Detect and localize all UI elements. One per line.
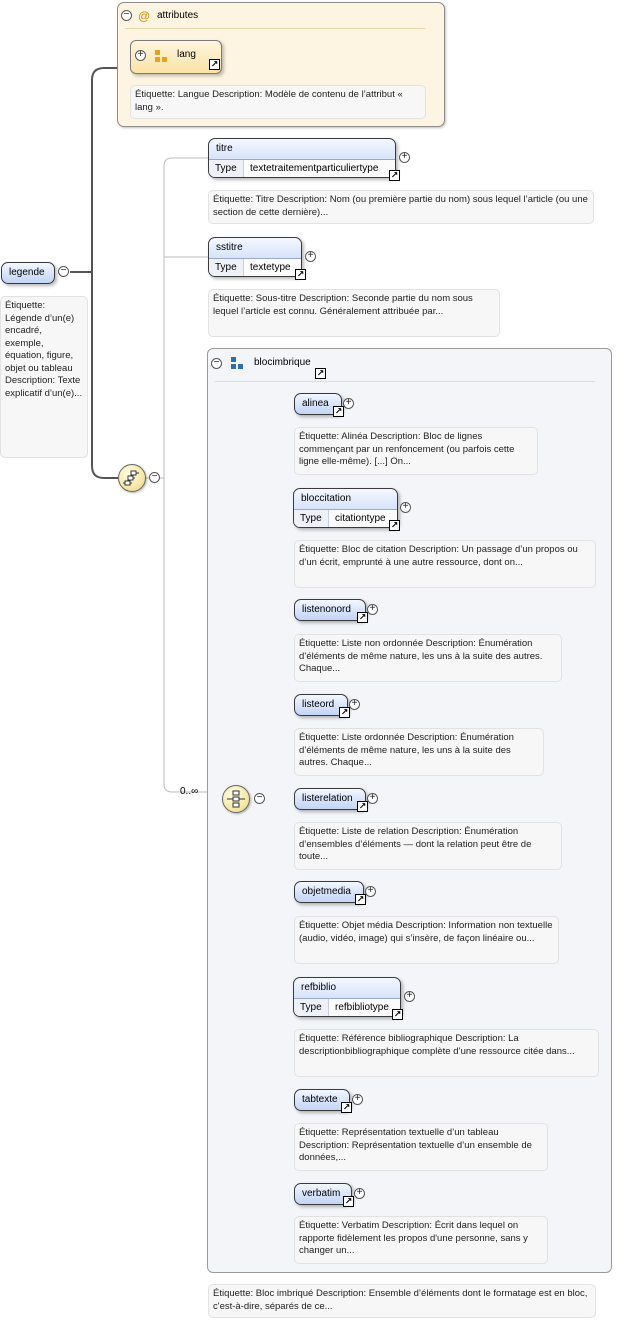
element-listenonord-name: listenonord bbox=[302, 604, 351, 615]
legende-annotation: Étiquette: Légende d’un(e) encadré, exemple, équation, figure, objet ou tableau Description: Texte explicatif d’un(e)... bbox=[0, 296, 88, 458]
attribute-lang-ref-icon[interactable]: ↗ bbox=[210, 59, 219, 69]
element-titre-name: titre bbox=[216, 143, 233, 154]
titre-expand-icon[interactable]: + bbox=[399, 152, 410, 163]
element-verbatim[interactable] bbox=[294, 1183, 352, 1205]
sstitre-type-row bbox=[209, 258, 301, 276]
refbiblio-expand-icon[interactable]: + bbox=[404, 991, 415, 1002]
bloccitation-expand-icon[interactable]: + bbox=[400, 502, 411, 513]
objetmedia-ref-icon[interactable]: ↗ bbox=[356, 894, 365, 904]
listeord-ref-icon[interactable]: ↗ bbox=[340, 707, 349, 717]
element-listeord[interactable] bbox=[294, 694, 348, 716]
element-sstitre[interactable] bbox=[208, 237, 305, 279]
bloccitation-type-row bbox=[294, 509, 397, 527]
objetmedia-expand-icon[interactable]: + bbox=[365, 886, 376, 897]
verbatim-ref-icon[interactable]: ↗ bbox=[344, 1196, 353, 1206]
attributes-title: attributes bbox=[157, 10, 199, 21]
attribute-lang-name: lang bbox=[177, 49, 196, 60]
titre-type-row bbox=[209, 159, 395, 177]
attributes-title-divider bbox=[125, 28, 425, 29]
legende-collapse-icon[interactable]: − bbox=[58, 266, 69, 277]
refbiblio-annotation: Étiquette: Référence bibliographique Description: La descriptionbibliographique complète d’une ressource citée dans... bbox=[294, 1029, 599, 1077]
sstitre-annotation: Étiquette: Sous-titre Description: Seconde partie du nom sous lequel l’article est connu. Généralement attribuée par... bbox=[208, 289, 500, 337]
bloccitation-annotation: Étiquette: Bloc de citation Description: Un passage d’un propos ou d’un écrit, emprunté à une autre ressource, dont on... bbox=[294, 540, 596, 588]
titre-annotation: Étiquette: Titre Description: Nom (ou première partie du nom) sous lequel l’article (ou une section de cette dernière)... bbox=[208, 190, 594, 224]
attribute-lang-node[interactable] bbox=[130, 40, 222, 74]
element-tabtexte[interactable] bbox=[294, 1089, 350, 1111]
element-refbiblio[interactable] bbox=[293, 977, 401, 1017]
alinea-expand-icon[interactable]: + bbox=[343, 398, 354, 409]
element-verbatim-name: verbatim bbox=[302, 1188, 341, 1199]
sstitre-type-label: Type bbox=[215, 262, 237, 273]
listerelation-expand-icon[interactable]: + bbox=[367, 793, 378, 804]
blocimbrique-title: blocimbrique bbox=[254, 357, 311, 368]
element-titre[interactable] bbox=[208, 138, 399, 180]
listeord-expand-icon[interactable]: + bbox=[349, 699, 360, 710]
tabtexte-annotation: Étiquette: Représentation textuelle d’un tableau Description: Représentation textuelle d’un ensemble de données,... bbox=[294, 1123, 548, 1171]
blocimbrique-title-divider bbox=[215, 381, 595, 382]
element-listerelation[interactable] bbox=[294, 788, 366, 810]
choice-compositor-icon[interactable] bbox=[222, 785, 250, 813]
sstitre-type-value: textetype bbox=[243, 259, 301, 276]
refbiblio-ref-icon[interactable]: ↗ bbox=[393, 1009, 402, 1019]
refbiblio-type-row bbox=[294, 998, 400, 1016]
listerelation-annotation: Étiquette: Liste de relation Description: Énumération d’ensembles d’éléments — dont la relation peut être de toute... bbox=[294, 822, 562, 870]
sequence-compositor-icon[interactable] bbox=[118, 464, 146, 492]
attributes-at-icon: @ bbox=[138, 9, 151, 23]
verbatim-expand-icon[interactable]: + bbox=[354, 1188, 365, 1199]
attribute-icon bbox=[155, 50, 167, 62]
listenonord-annotation: Étiquette: Liste non ordonnée Description: Énumération d’éléments de même nature, les uns à la suite des autres. Chaque... bbox=[294, 634, 562, 682]
tabtexte-expand-icon[interactable]: + bbox=[352, 1094, 363, 1105]
alinea-annotation: Étiquette: Alinéa Description: Bloc de lignes commençant par un renfoncement (ou parfois cette ligne elle-même). [...] On... bbox=[294, 427, 538, 475]
attribute-lang-annotation: Étiquette: Langue Description: Modèle de contenu de l’attribut « lang ». bbox=[130, 85, 426, 119]
element-refbiblio-name: refbiblio bbox=[301, 982, 337, 993]
attribute-lang-expand-icon[interactable]: + bbox=[135, 50, 146, 61]
sstitre-expand-icon[interactable]: + bbox=[305, 251, 316, 262]
choice-collapse-icon[interactable]: − bbox=[254, 793, 265, 804]
listeord-annotation: Étiquette: Liste ordonnée Description: Énumération d’éléments de même nature, les uns à la suite des autres. Chaque... bbox=[294, 728, 544, 776]
bloccitation-type-label: Type bbox=[300, 513, 322, 524]
blocimbrique-annotation: Étiquette: Bloc imbriqué Description: Ensemble d’éléments dont le formatage est en bloc, c'est-à-dire, séparés de ce... bbox=[208, 1284, 596, 1318]
element-alinea-name: alinea bbox=[302, 398, 329, 409]
titre-type-value: textetraitementparticuliertype bbox=[243, 160, 395, 177]
cardinality-label: 0..∞ bbox=[180, 786, 199, 797]
blocimbrique-collapse-icon[interactable]: − bbox=[211, 358, 222, 369]
verbatim-annotation: Étiquette: Verbatim Description: Écrit dans lequel on rapporte fidèlement les propos d'une personne, sans y changer un... bbox=[294, 1216, 548, 1264]
sequence-collapse-icon[interactable]: − bbox=[149, 472, 160, 483]
element-legende-name: legende bbox=[9, 267, 45, 278]
titre-type-label: Type bbox=[215, 163, 237, 174]
refbiblio-type-value: refbibliotype bbox=[328, 999, 400, 1016]
element-alinea[interactable] bbox=[294, 393, 342, 415]
element-listeord-name: listeord bbox=[302, 699, 335, 710]
element-sstitre-name: sstitre bbox=[216, 242, 243, 253]
listerelation-ref-icon[interactable]: ↗ bbox=[358, 801, 367, 811]
listenonord-ref-icon[interactable]: ↗ bbox=[358, 612, 367, 622]
blocimbrique-ref-icon[interactable]: ↗ bbox=[316, 368, 325, 378]
bloccitation-type-value: citationtype bbox=[328, 510, 397, 527]
refbiblio-type-label: Type bbox=[300, 1002, 322, 1013]
listenonord-expand-icon[interactable]: + bbox=[367, 604, 378, 615]
group-icon bbox=[231, 357, 243, 369]
objetmedia-annotation: Étiquette: Objet média Description: Information non textuelle (audio, vidéo, image) qui s’insère, de façon linéaire ou... bbox=[294, 916, 559, 964]
titre-ref-icon[interactable]: ↗ bbox=[390, 170, 399, 180]
sstitre-ref-icon[interactable]: ↗ bbox=[296, 269, 305, 279]
alinea-ref-icon[interactable]: ↗ bbox=[334, 406, 343, 416]
element-listerelation-name: listerelation bbox=[302, 793, 353, 804]
element-bloccitation-name: bloccitation bbox=[301, 493, 352, 504]
element-bloccitation[interactable] bbox=[293, 488, 398, 528]
element-listenonord[interactable] bbox=[294, 599, 366, 621]
element-tabtexte-name: tabtexte bbox=[302, 1094, 338, 1105]
element-objetmedia-name: objetmedia bbox=[302, 886, 351, 897]
element-objetmedia[interactable] bbox=[294, 881, 364, 903]
attributes-collapse-icon[interactable]: − bbox=[121, 10, 132, 21]
bloccitation-ref-icon[interactable]: ↗ bbox=[390, 520, 399, 530]
tabtexte-ref-icon[interactable]: ↗ bbox=[342, 1102, 351, 1112]
element-legende[interactable] bbox=[1, 262, 55, 284]
